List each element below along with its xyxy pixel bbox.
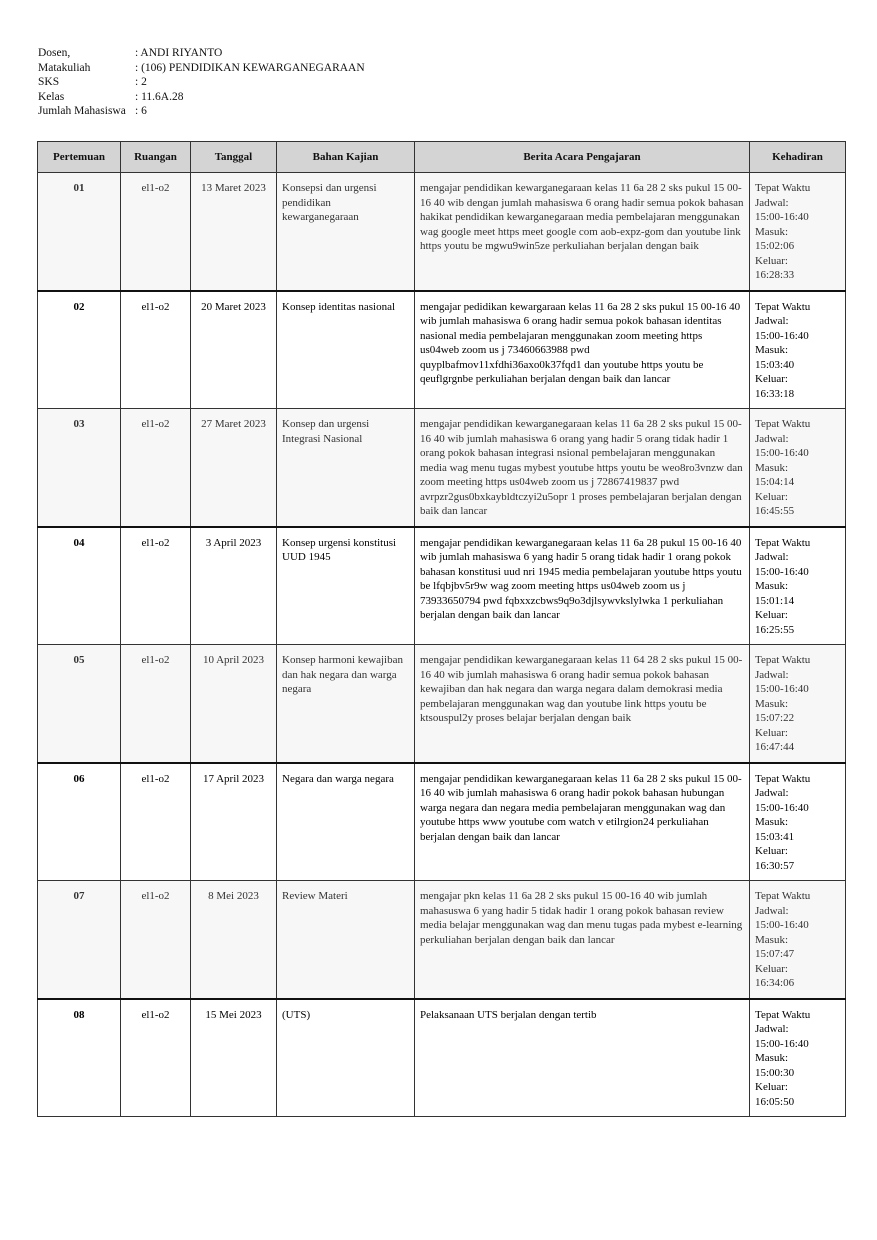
cell-berita-acara: mengajar pendidikan kewarganegaraan kelas 11 6a 28 2 sks pukul 15 00-16 40 wib jumlah mahasiswa 6 orang hadir pokok bahasan hubungan warga negara dan negara media pembelajaran menggunakan wag dan youtube https www youtube com watch v etilrgion24 perkuliahan berjalan dengan baik dan lancar <box>415 763 750 881</box>
cell-kehadiran <box>750 527 846 645</box>
cell-bahan-kajian: Negara dan warga negara <box>277 763 415 881</box>
cell-tanggal: 13 Maret 2023 <box>191 173 277 291</box>
kehadiran-line: Jadwal: <box>755 787 789 799</box>
kehadiran-line: 15:00-16:40 <box>755 683 809 695</box>
cell-bahan-kajian: (UTS) <box>277 999 415 1117</box>
kehadiran-line: Jadwal: <box>755 196 789 209</box>
kehadiran-line: Tepat Waktu <box>755 1008 811 1021</box>
kehadiran-line: Keluar: <box>755 373 788 385</box>
header-berita-acara: Berita Acara Pengajaran <box>415 142 750 173</box>
cell-pertemuan: 07 <box>38 881 121 999</box>
course-info <box>38 46 365 119</box>
kehadiran-line: 15:04:14 <box>755 476 795 488</box>
kehadiran-line: Masuk: <box>755 697 788 710</box>
info-row <box>38 61 365 76</box>
table-row <box>38 409 846 527</box>
kehadiran-line: Tepat Waktu <box>755 654 811 666</box>
info-label: SKS <box>38 76 60 88</box>
kehadiran-line: Jadwal: <box>755 1023 789 1035</box>
kehadiran-line: 15:03:41 <box>755 830 795 843</box>
table-row <box>38 881 846 999</box>
info-value: : 11.6A.28 <box>135 90 184 103</box>
kehadiran-line: Keluar: <box>755 1081 788 1093</box>
cell-berita-acara: mengajar pedidikan kewargaraan kelas 11 6a 28 2 sks pukul 15 00-16 40 wib jumlah mahasiswa 6 orang hadir semua pokok bahasan identitas nasional media pembelajaran menggunakan zoom meeting https us04web zoom us j 73460663988 pwd quyplbafmov11xfdhi36axo0k37fqd1 dan youtube https youtu be qeuflgrgnbe perkuliahan berjalan dengan baik dan lancar <box>415 291 750 409</box>
kehadiran-line: 16:45:55 <box>755 505 795 517</box>
kehadiran-line: Tepat Waktu <box>755 418 811 430</box>
cell-bahan-kajian: Konsep dan urgensi Integrasi Nasional <box>277 409 415 527</box>
cell-berita-acara: mengajar pendidikan kewarganegaraan kelas 11 6a 28 pukul 15 00-16 40 wib jumlah mahasiswa 6 yang hadir 5 orang tidak hadir 1 orang pokok bahasan konstitusi uud nri 1945 media pembelajaran youtube https youtu be lfqbjbv5r9w wag zoom meeting https us04web zoom us j 73933650794 pwd fqbxxzcbws9q9o3djlsywvkslylwka 1 perkuliahan berjalan dengan baik dan lancar <box>415 527 750 645</box>
kehadiran-line: Jadwal: <box>755 315 789 327</box>
cell-ruangan: el1-o2 <box>121 173 191 291</box>
cell-pertemuan: 03 <box>38 409 121 527</box>
table-row <box>38 999 846 1117</box>
cell-ruangan: el1-o2 <box>121 409 191 527</box>
table-row <box>38 763 846 881</box>
cell-tanggal: 3 April 2023 <box>191 527 277 645</box>
kehadiran-line: Tepat Waktu <box>755 536 811 549</box>
kehadiran-line: 15:02:06 <box>755 240 795 252</box>
cell-pertemuan: 04 <box>38 527 121 645</box>
kehadiran-line: 16:30:57 <box>755 859 795 872</box>
info-row <box>38 90 365 105</box>
info-row <box>38 46 365 61</box>
info-row <box>38 104 365 119</box>
cell-berita-acara: mengajar pendidikan kewarganegaraan kelas 11 6a 28 2 sks pukul 15 00-16 40 wib jumlah mahasiswa 6 orang yang hadir 5 orang tidak hadir 1 orang pokok bahasan integrasi nsional pembelajaran menggunakan media wag menu tugas mybest youtube https youtu be weo8ro3vnzw dan zoom meeting https us04web zoom us j 72867419837 pwd avrpzr2gus0bxkaybldtczyi2u5opr 1 proses pembelajaran berjalan dengan baik dan lancar <box>415 409 750 527</box>
cell-kehadiran <box>750 881 846 999</box>
kehadiran-line: Tepat Waktu <box>755 890 811 902</box>
kehadiran-line: 15:00-16:40 <box>755 919 809 931</box>
kehadiran-line: Tepat Waktu <box>755 182 811 194</box>
cell-kehadiran <box>750 763 846 881</box>
kehadiran-line: 15:00-16:40 <box>755 329 809 342</box>
cell-kehadiran <box>750 291 846 409</box>
kehadiran-line: 16:34:06 <box>755 977 795 989</box>
kehadiran-line: Tepat Waktu <box>755 772 811 785</box>
cell-berita-acara: mengajar pkn kelas 11 6a 28 2 sks pukul 15 00-16 40 wib jumlah mahasuswa 6 yang hadir 5 tidak hadir 1 orang pokok bahasan review media belajar menggunakan wag dan menu tugas pada mybest e-learning perkuliahan berjalan dengan baik dan lancar <box>415 881 750 999</box>
info-label: Matakuliah <box>38 61 91 74</box>
kehadiran-line: Keluar: <box>755 726 788 739</box>
kehadiran-line: 16:25:55 <box>755 623 795 636</box>
info-value: : ANDI RIYANTO <box>135 47 223 59</box>
kehadiran-line: 16:05:50 <box>755 1095 795 1108</box>
kehadiran-line: Masuk: <box>755 461 788 474</box>
kehadiran-line: Masuk: <box>755 933 788 946</box>
kehadiran-line: 15:00-16:40 <box>755 801 809 814</box>
kehadiran-line: Masuk: <box>755 344 788 356</box>
kehadiran-line: Keluar: <box>755 254 788 267</box>
cell-tanggal: 15 Mei 2023 <box>191 999 277 1117</box>
cell-berita-acara: mengajar pendidikan kewarganegaraan kelas 11 6a 28 2 sks pukul 15 00-16 40 wib dengan jumlah mahasiswa 6 orang hadir semua pokok bahasan hakikat pendidikan kewarganegaraan media pembelajaran menggunakan wag google meet https meet google com aob-expz-gom dan youtube link https youtu be mgwu9win5ze perkuliahan berjalan dengan baik <box>415 173 750 291</box>
kehadiran-line: Jadwal: <box>755 668 789 681</box>
kehadiran-line: 15:07:47 <box>755 948 795 960</box>
kehadiran-line: 15:00-16:40 <box>755 211 809 223</box>
cell-pertemuan: 06 <box>38 763 121 881</box>
table-row <box>38 645 846 763</box>
cell-bahan-kajian: Review Materi <box>277 881 415 999</box>
cell-bahan-kajian: Konsep identitas nasional <box>277 291 415 409</box>
kehadiran-line: 15:00:30 <box>755 1066 795 1079</box>
table-row <box>38 291 846 409</box>
cell-kehadiran <box>750 409 846 527</box>
cell-ruangan: el1-o2 <box>121 881 191 999</box>
teaching-report-table <box>37 141 846 1117</box>
info-label: Kelas <box>38 90 65 103</box>
cell-bahan-kajian: Konsep harmoni kewajiban dan hak negara dan warga negara <box>277 645 415 763</box>
cell-ruangan: el1-o2 <box>121 527 191 645</box>
cell-pertemuan: 05 <box>38 645 121 763</box>
kehadiran-line: Keluar: <box>755 845 788 857</box>
kehadiran-line: 15:00-16:40 <box>755 447 809 459</box>
cell-pertemuan: 02 <box>38 291 121 409</box>
cell-ruangan: el1-o2 <box>121 645 191 763</box>
kehadiran-line: 16:28:33 <box>755 269 795 281</box>
cell-bahan-kajian: Konsep urgensi konstitusi UUD 1945 <box>277 527 415 645</box>
kehadiran-line: 16:33:18 <box>755 387 795 400</box>
kehadiran-line: Keluar: <box>755 962 788 975</box>
kehadiran-line: Jadwal: <box>755 551 789 563</box>
kehadiran-line: Masuk: <box>755 816 788 828</box>
cell-tanggal: 8 Mei 2023 <box>191 881 277 999</box>
kehadiran-line: Masuk: <box>755 225 788 238</box>
header-ruangan: Ruangan <box>121 142 191 173</box>
table-header-row <box>38 142 846 173</box>
header-pertemuan: Pertemuan <box>38 142 121 173</box>
cell-pertemuan: 08 <box>38 999 121 1117</box>
kehadiran-line: Keluar: <box>755 490 788 503</box>
kehadiran-line: 15:01:14 <box>755 594 795 607</box>
cell-pertemuan: 01 <box>38 173 121 291</box>
cell-berita-acara: mengajar pendidikan kewarganegaraan kelas 11 64 28 2 sks pukul 15 00-16 40 wib jumlah mahasiswa 6 orang hadir semua pokok bahasan kewajiban dan hak negara dan warga negara dalam demokrasi media pembelajaran menggunakan wag dan youtube link https youtu be ktsouspul2y proses belajar berjalan dengan baik <box>415 645 750 763</box>
cell-tanggal: 27 Maret 2023 <box>191 409 277 527</box>
cell-berita-acara: Pelaksanaan UTS berjalan dengan tertib <box>415 999 750 1117</box>
kehadiran-line: Tepat Waktu <box>755 300 811 313</box>
header-bahan-kajian: Bahan Kajian <box>277 142 415 173</box>
info-row <box>38 75 365 90</box>
info-value: : (106) PENDIDIKAN KEWARGANEGARAAN <box>135 61 365 74</box>
cell-kehadiran <box>750 645 846 763</box>
kehadiran-line: 15:00-16:40 <box>755 1037 809 1050</box>
kehadiran-line: 15:07:22 <box>755 712 795 724</box>
kehadiran-line: Keluar: <box>755 609 788 621</box>
kehadiran-line: 15:03:40 <box>755 358 795 371</box>
table-row <box>38 173 846 291</box>
cell-tanggal: 20 Maret 2023 <box>191 291 277 409</box>
header-tanggal: Tanggal <box>191 142 277 173</box>
cell-tanggal: 17 April 2023 <box>191 763 277 881</box>
info-label: Jumlah Mahasiswa <box>38 105 126 117</box>
kehadiran-line: 15:00-16:40 <box>755 565 809 578</box>
table-row <box>38 527 846 645</box>
header-kehadiran: Kehadiran <box>750 142 846 173</box>
info-value: : 6 <box>135 105 147 117</box>
cell-tanggal: 10 April 2023 <box>191 645 277 763</box>
cell-ruangan: el1-o2 <box>121 291 191 409</box>
info-label: Dosen, <box>38 47 71 59</box>
kehadiran-line: 16:47:44 <box>755 741 795 753</box>
cell-bahan-kajian: Konsepsi dan urgensi pendidikan kewarganegaraan <box>277 173 415 291</box>
kehadiran-line: Jadwal: <box>755 432 789 445</box>
kehadiran-line: Masuk: <box>755 1052 788 1064</box>
cell-ruangan: el1-o2 <box>121 999 191 1117</box>
cell-kehadiran <box>750 999 846 1117</box>
kehadiran-line: Jadwal: <box>755 904 789 917</box>
kehadiran-line: Masuk: <box>755 580 788 592</box>
cell-ruangan: el1-o2 <box>121 763 191 881</box>
info-value: : 2 <box>135 76 147 88</box>
cell-kehadiran <box>750 173 846 291</box>
